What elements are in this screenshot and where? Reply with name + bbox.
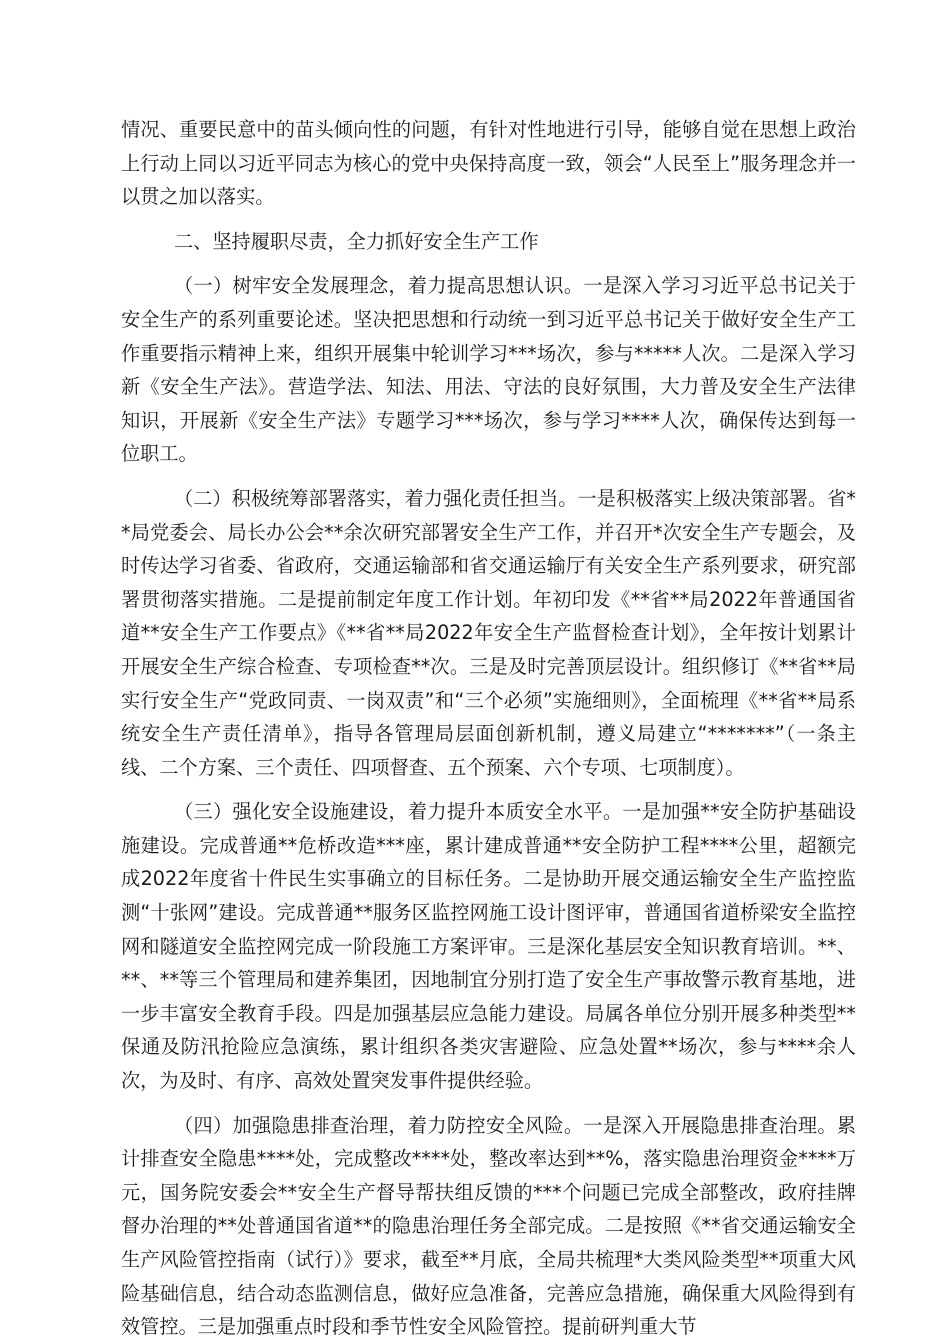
paragraph-item-2: （二）积极统筹部署落实，着力强化责任担当。一是积极落实上级决策部署。省**局党委会、局长办公会**余次研究部署安全生产工作，并召开*次安全生产专题会，及时传达学习省委、省政府，交通运输部和省交通运输厅有关安全生产系列要求，研究部署贯彻落实措施。二是提前制定年度工作计划。年初印发《**省**局2022年普通国省道**安全生产工作要点》《**省**局2022年安全生产监督检查计划》，全年按计划累计开展安全生产综合检查、专项检查**次。三是及时完善顶层设计。组织修订《**省**局实行安全生产“党政同责、一岗双责”和“三个必须”实施细则》，全面梳理《**省**局系统安全生产责任清单》，指导各管理局层面创新机制，遵义局建立“*******”（一条主线、二个方案、三个责任、四项督查、五个预案、六个专项、七项制度）。 (121, 486, 856, 779)
document-page (121, 113, 856, 1344)
section-heading-safety-production: 二、坚持履职尽责，全力抓好安全生产工作 (174, 229, 539, 253)
paragraph-item-3: （三）强化安全设施建设，着力提升本质安全水平。一是加强**安全防护基础设施建设。完成普通**危桥改造***座，累计建成普通**安全防护工程****公里，超额完成2022年度省十件民生实事确立的目标任务。二是协助开展交通运输安全生产监控监测“十张网”建设。完成普通**服务区监控网施工设计图评审，普通国省道桥梁安全监控网和隧道安全监控网完成一阶段施工方案评审。三是深化基层安全知识教育培训。**、**、**等三个管理局和建养集团，因地制宜分别打造了安全生产事故警示教育基地，进一步丰富安全教育手段。四是加强基层应急能力建设。局属各单位分别开展多种类型**保通及防汛抢险应急演练，累计组织各类灾害避险、应急处置**场次，参与****余人次，为及时、有序、高效处置突发事件提供经验。 (121, 800, 856, 1093)
paragraph-item-4: （四）加强隐患排查治理，着力防控安全风险。一是深入开展隐患排查治理。累计排查安全隐患****处，完成整改****处，整改率达到**%，落实隐患治理资金****万元，国务院安委会**安全生产督导帮扶组反馈的***个问题已完成全部整改，政府挂牌督办治理的**处普通国省道**的隐患治理任务全部完成。二是按照《**省交通运输安全生产风险管控指南（试行）》要求，截至**月底，全局共梳理*大类风险类型**项重大风险基础信息，结合动态监测信息，做好应急准备，完善应急措施，确保重大风险得到有效管控。三是加强重点时段和季节性安全风险管控。提前研判重大节 (121, 1113, 856, 1339)
paragraph-item-1: （一）树牢安全发展理念，着力提高思想认识。一是深入学习习近平总书记关于安全生产的系列重要论述。坚决把思想和行动统一到习近平总书记关于做好安全生产工作重要指示精神上来，组织开展集中轮训学习***场次，参与*****人次。二是深入学习新《安全生产法》。营造学法、知法、用法、守法的良好氛围，大力普及安全生产法律知识，开展新《安全生产法》专题学习***场次，参与学习****人次，确保传达到每一位职工。 (121, 274, 856, 466)
paragraph-continued-intro: 情况、重要民意中的苗头倾向性的问题，有针对性地进行引导，能够自觉在思想上政治上行动上同以习近平同志为核心的党中央保持高度一致，领会“人民至上”服务理念并一以贯之加以落实。 (121, 118, 856, 209)
